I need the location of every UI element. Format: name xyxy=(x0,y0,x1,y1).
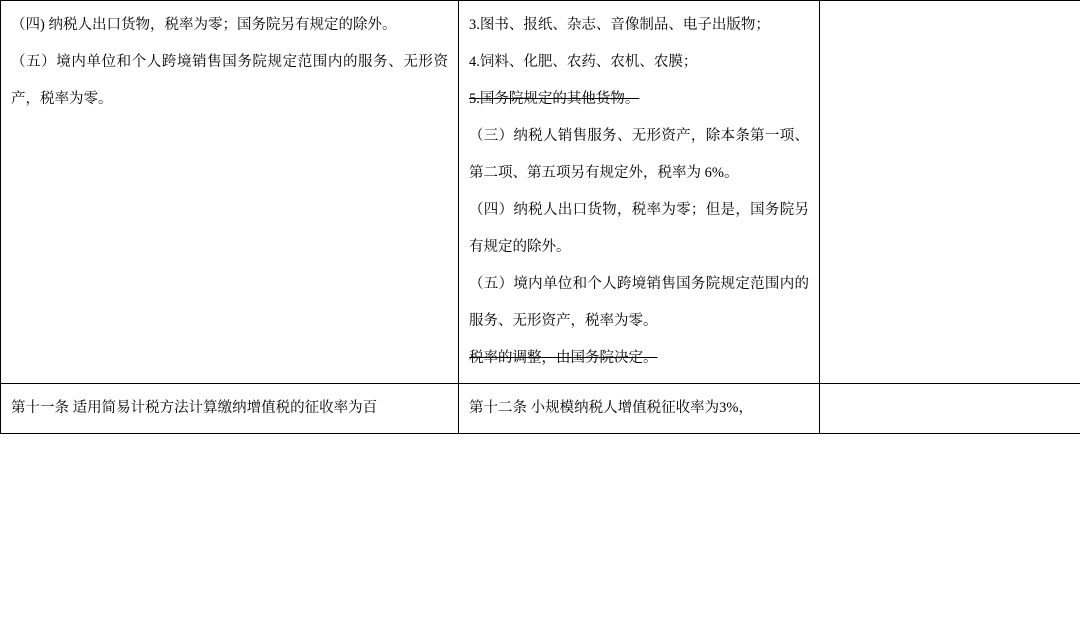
table-row xyxy=(1,1,1080,384)
paragraph: 第十二条 小规模纳税人增值税征收率为3%， xyxy=(469,399,753,416)
paragraph: 第十一条 适用简易计税方法计算缴纳增值税的征收率为百 xyxy=(11,399,378,416)
paragraph: （三）纳税人销售服务、无形资产，除本条第一项、第二项、第五项另有规定外，税率为 6%。 xyxy=(469,127,809,181)
paragraph: （五）境内单位和个人跨境销售国务院规定范围内的服务、无形资产，税率为零。 xyxy=(11,53,448,107)
middle-column-cell xyxy=(459,383,820,433)
paragraph: 3.图书、报纸、杂志、音像制品、电子出版物； xyxy=(469,17,770,33)
paragraph-struck: 5.国务院规定的其他货物。 xyxy=(469,90,640,107)
right-column-cell xyxy=(820,1,1080,384)
paragraph-struck: 税率的调整，由国务院决定。 xyxy=(469,349,658,366)
paragraph: （四）纳税人出口货物，税率为零；但是，国务院另有规定的除外。 xyxy=(469,201,809,255)
right-column-cell xyxy=(820,383,1080,433)
paragraph: 4.饲料、化肥、农药、农机、农膜； xyxy=(469,53,698,70)
middle-column-cell xyxy=(459,1,820,384)
left-column-cell xyxy=(1,1,459,384)
left-column-cell xyxy=(1,383,459,433)
paragraph: （四) 纳税人出口货物，税率为零；国务院另有规定的除外。 xyxy=(11,17,397,33)
table-row xyxy=(1,383,1080,433)
paragraph: （五）境内单位和个人跨境销售国务院规定范围内的服务、无形资产，税率为零。 xyxy=(469,275,809,329)
